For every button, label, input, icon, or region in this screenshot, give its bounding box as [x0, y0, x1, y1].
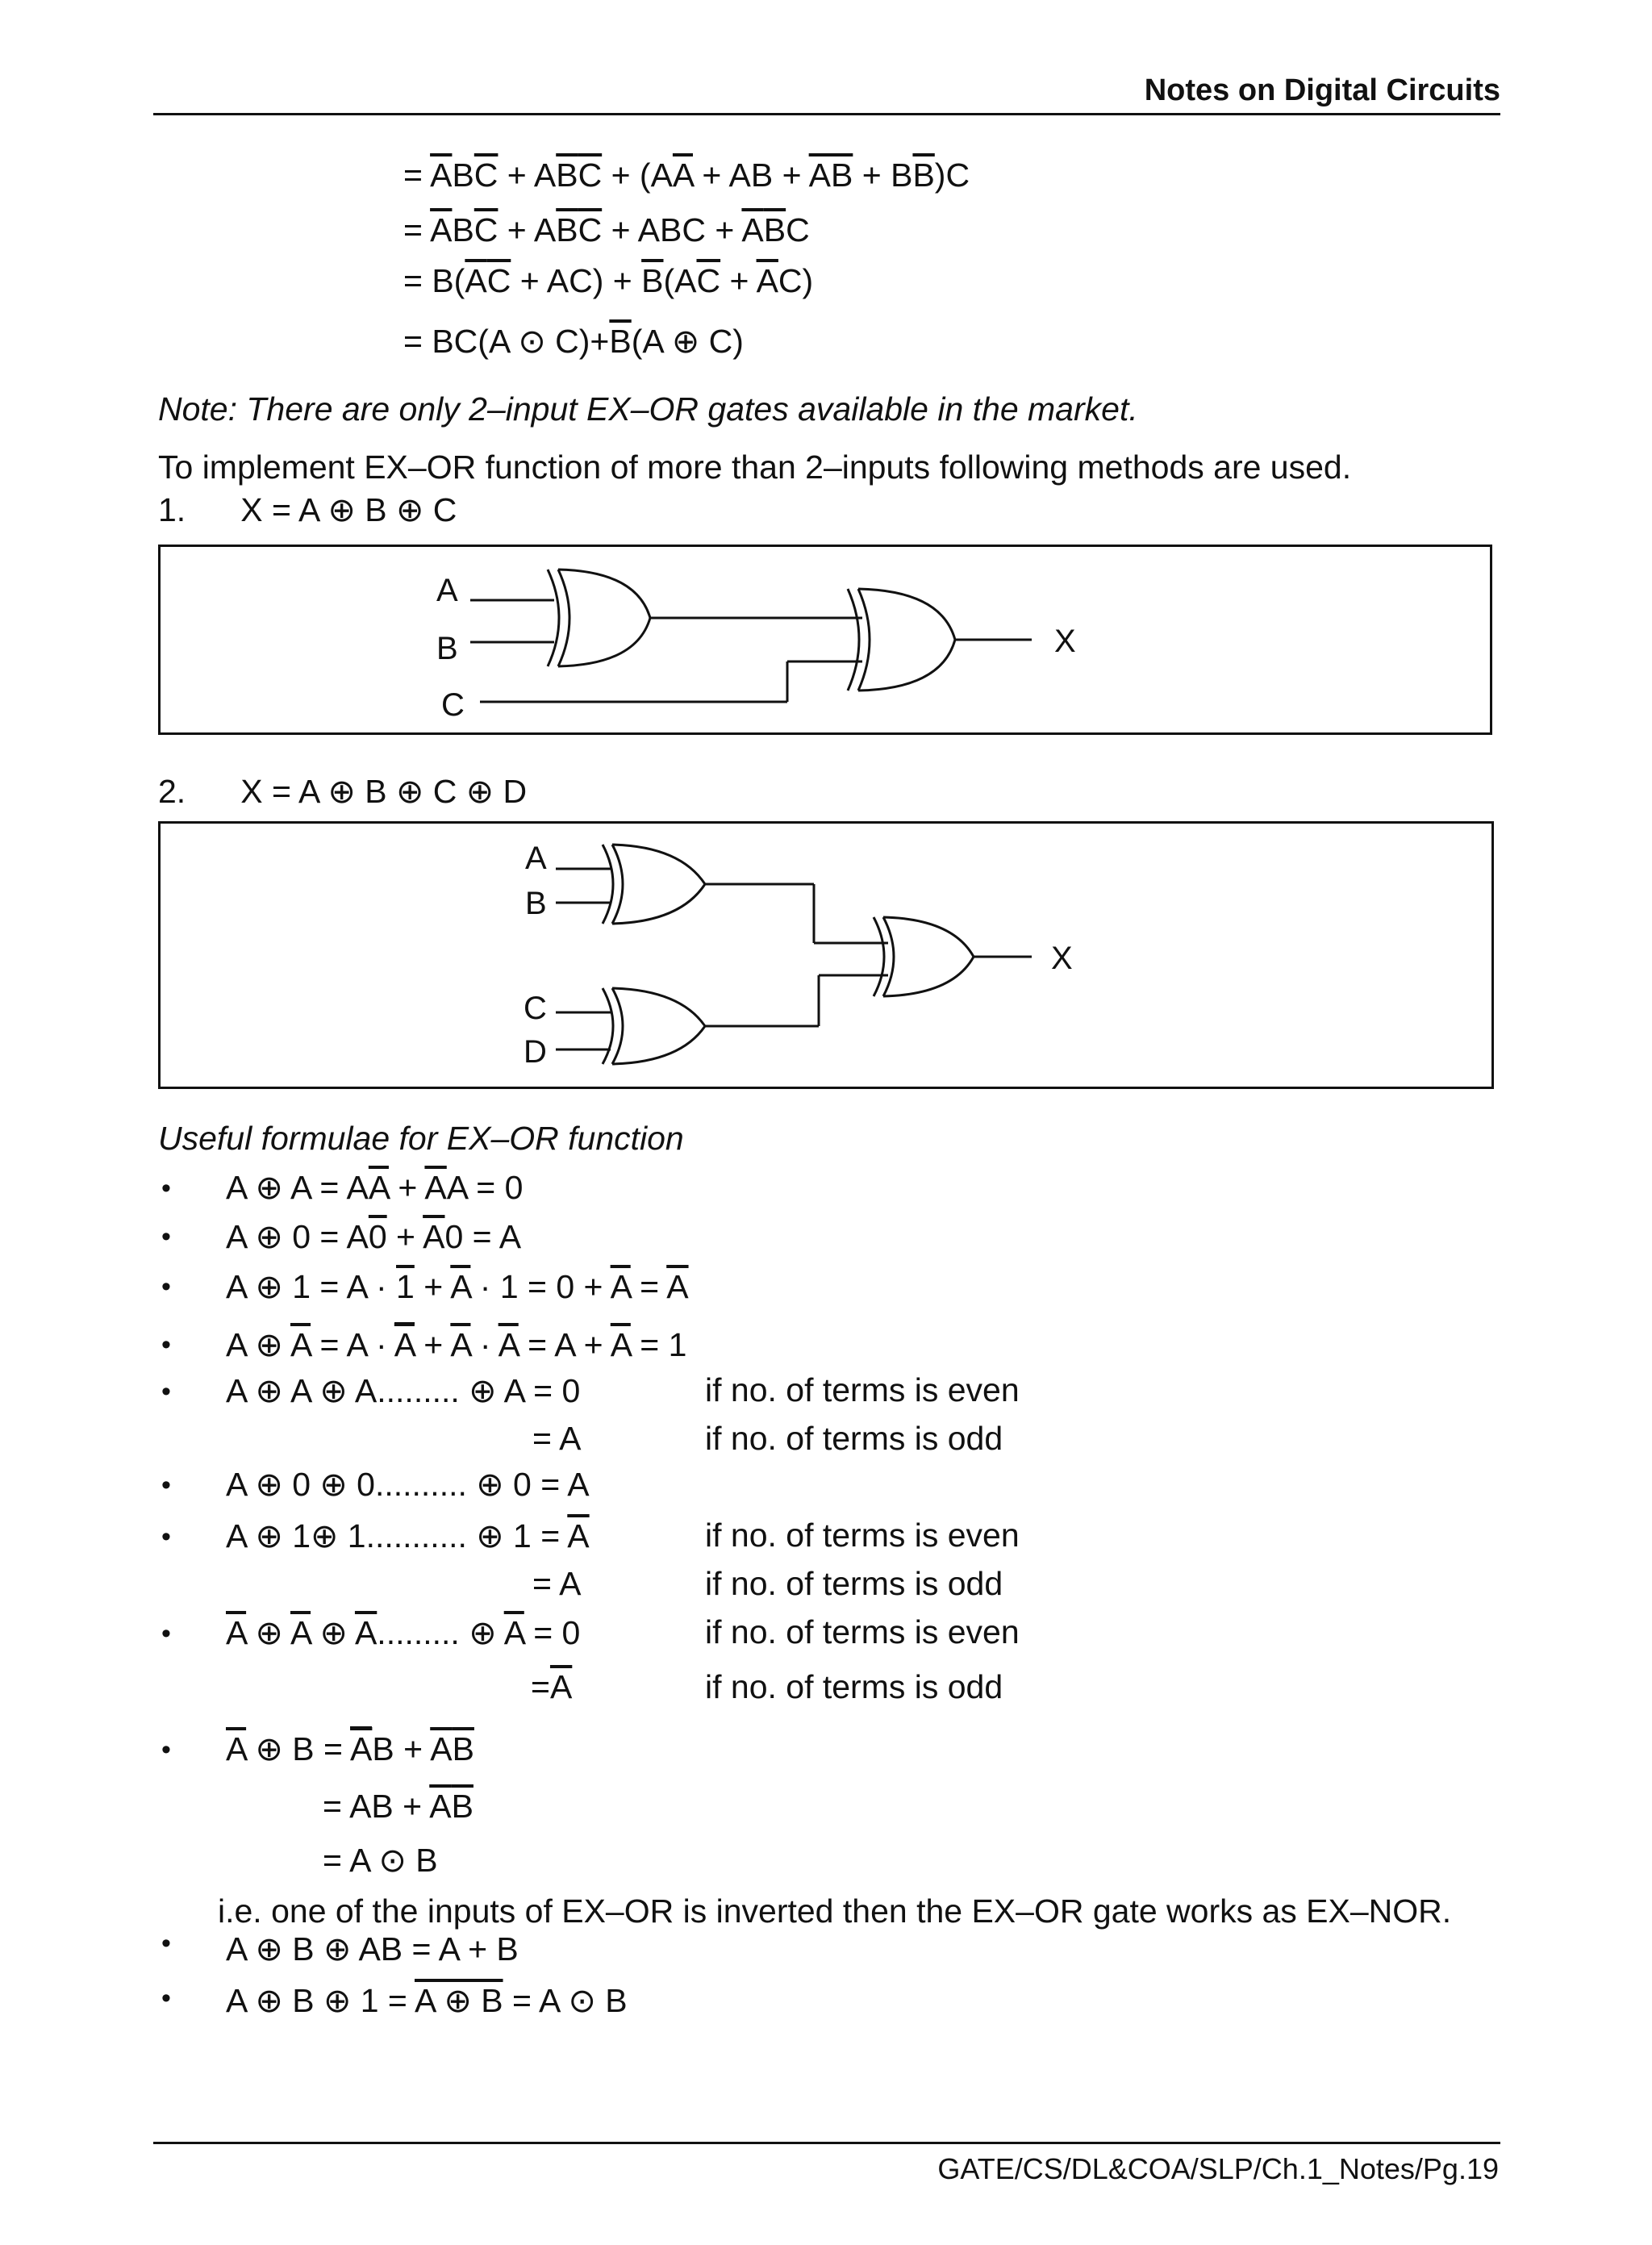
formula-9-explanation: i.e. one of the inputs of EX–OR is inverted then the EX–OR gate works as EX–NOR.	[218, 1892, 1452, 1930]
formula-11: A ⊕ B ⊕ 1 = A ⊕ B = A ⊙ B	[226, 1982, 628, 2019]
bullet-7: •	[161, 1521, 171, 1552]
formula-4: A ⊕ $\overline{A} = A \cdot \overline{A} + \overline{A} \cdot \overline{A} = A + \overline{A} = 1$	[226, 1325, 686, 1364]
bullet-6: •	[161, 1470, 171, 1500]
market-note: Note: There are only 2–input EX–OR gates available in the market.	[158, 390, 1138, 428]
formula-3: A ⊕ $1 = A \cdot 1 + \overline{A} \cdot 1 = 0 + \overline{A} = \overline{A}$	[226, 1268, 689, 1305]
diagram1-input-c: C	[441, 687, 465, 723]
formula-7-alt: = A	[532, 1565, 582, 1602]
diagram2-input-c: C	[524, 991, 547, 1026]
formula-5-condition: if no. of terms is even	[705, 1371, 1020, 1408]
formula-5-alt: = A	[532, 1420, 582, 1457]
formula-7: A ⊕ 1⊕ 1........... ⊕ $1 = \overline{A}$	[226, 1517, 590, 1554]
header-title: Notes on Digital Circuits	[1144, 73, 1500, 107]
formula-1: A ⊕ $A = A\overline{A} + \overline{A}A = 0$	[226, 1169, 524, 1206]
diagram2-input-b: B	[525, 886, 547, 921]
derivation-line-3: = $B(\overline{A}\overline{C} + AC) + \overline{B}(A\overline{C} + \overline{A}C)$	[403, 262, 814, 299]
bullet-1: •	[161, 1173, 171, 1204]
bullet-11: •	[161, 1983, 171, 2013]
bullet-5: •	[161, 1376, 171, 1407]
diagram1-output-x: X	[1054, 624, 1076, 659]
formula-7-condition: if no. of terms is even	[705, 1517, 1020, 1554]
formula-5-alt-condition: if no. of terms is odd	[705, 1420, 1003, 1457]
derivation-line-1: = $\overline{A}B\overline{C} + A\overline{B}\overline{C} + (A\overline{A}$ + AB + $\overline{A}\overline{B} + B\overline{B})C$	[403, 156, 970, 194]
footer-rule	[153, 2142, 1500, 2144]
method2-heading: 2. X = A ⊕ B ⊕ C ⊕ D	[158, 773, 528, 810]
formula-9-line-3: = A ⊙ B	[323, 1842, 438, 1879]
circuit-diagram-2	[158, 821, 1494, 1089]
formula-2: A ⊕ $0 = A0 + \overline{A}0 = A$	[226, 1218, 522, 1255]
formula-5: A ⊕ A ⊕ A......... ⊕ A = 0	[226, 1372, 581, 1409]
formula-10: A ⊕ B ⊕ AB = A + B	[226, 1930, 519, 1968]
bullet-3: •	[161, 1271, 171, 1302]
bullet-4: •	[161, 1329, 171, 1360]
bullet-2: •	[161, 1221, 171, 1252]
formula-6: A ⊕ 0 ⊕ 0.......... ⊕ 0 = A	[226, 1466, 590, 1503]
diagram2-output-x: X	[1051, 941, 1073, 976]
formula-8-alt: $=\overline{A}$	[531, 1668, 573, 1705]
formula-8: $\overline{A}$ ⊕ $\overline{A}$ ⊕ $\overline{A}$......... ⊕ $\overline{A} = 0$	[226, 1614, 581, 1651]
derivation-line-4: = BC(A ⊙ $C)+\overline{B}(A$ ⊕ C)	[403, 323, 744, 360]
diagram2-input-d: D	[524, 1034, 547, 1070]
formulae-heading: Useful formulae for EX–OR function	[158, 1120, 684, 1157]
page-header	[153, 74, 1500, 115]
formula-8-alt-condition: if no. of terms is odd	[705, 1668, 1003, 1705]
formula-7-alt-condition: if no. of terms is odd	[705, 1565, 1003, 1602]
bullet-10: •	[161, 1928, 171, 1959]
diagram1-input-a: A	[436, 573, 458, 608]
footer-page-ref: GATE/CS/DL&COA/SLP/Ch.1_Notes/Pg.19	[937, 2152, 1499, 2185]
diagram1-input-b: B	[436, 631, 458, 666]
diagram2-input-a: A	[525, 841, 547, 876]
bullet-9: •	[161, 1734, 171, 1765]
derivation-line-2: = $\overline{A}B\overline{C} + A\overline{B}\overline{C}$ + ABC + $\overline{A}\overline{B}C$	[403, 211, 810, 248]
formula-8-condition: if no. of terms is even	[705, 1613, 1020, 1650]
method1-heading: 1. X = A ⊕ B ⊕ C	[158, 491, 457, 528]
circuit-diagram-1	[158, 545, 1492, 735]
formula-9-line-2: = AB + $\overline{A}\overline{B}$	[323, 1788, 473, 1825]
bullet-8: •	[161, 1618, 171, 1649]
intro-text: To implement EX–OR function of more than 2–inputs following methods are used.	[158, 449, 1352, 486]
formula-9-line-1: $\overline{A}$ ⊕ $B = \overline{A}B + \overline{A}\overline{B}$	[226, 1730, 474, 1768]
